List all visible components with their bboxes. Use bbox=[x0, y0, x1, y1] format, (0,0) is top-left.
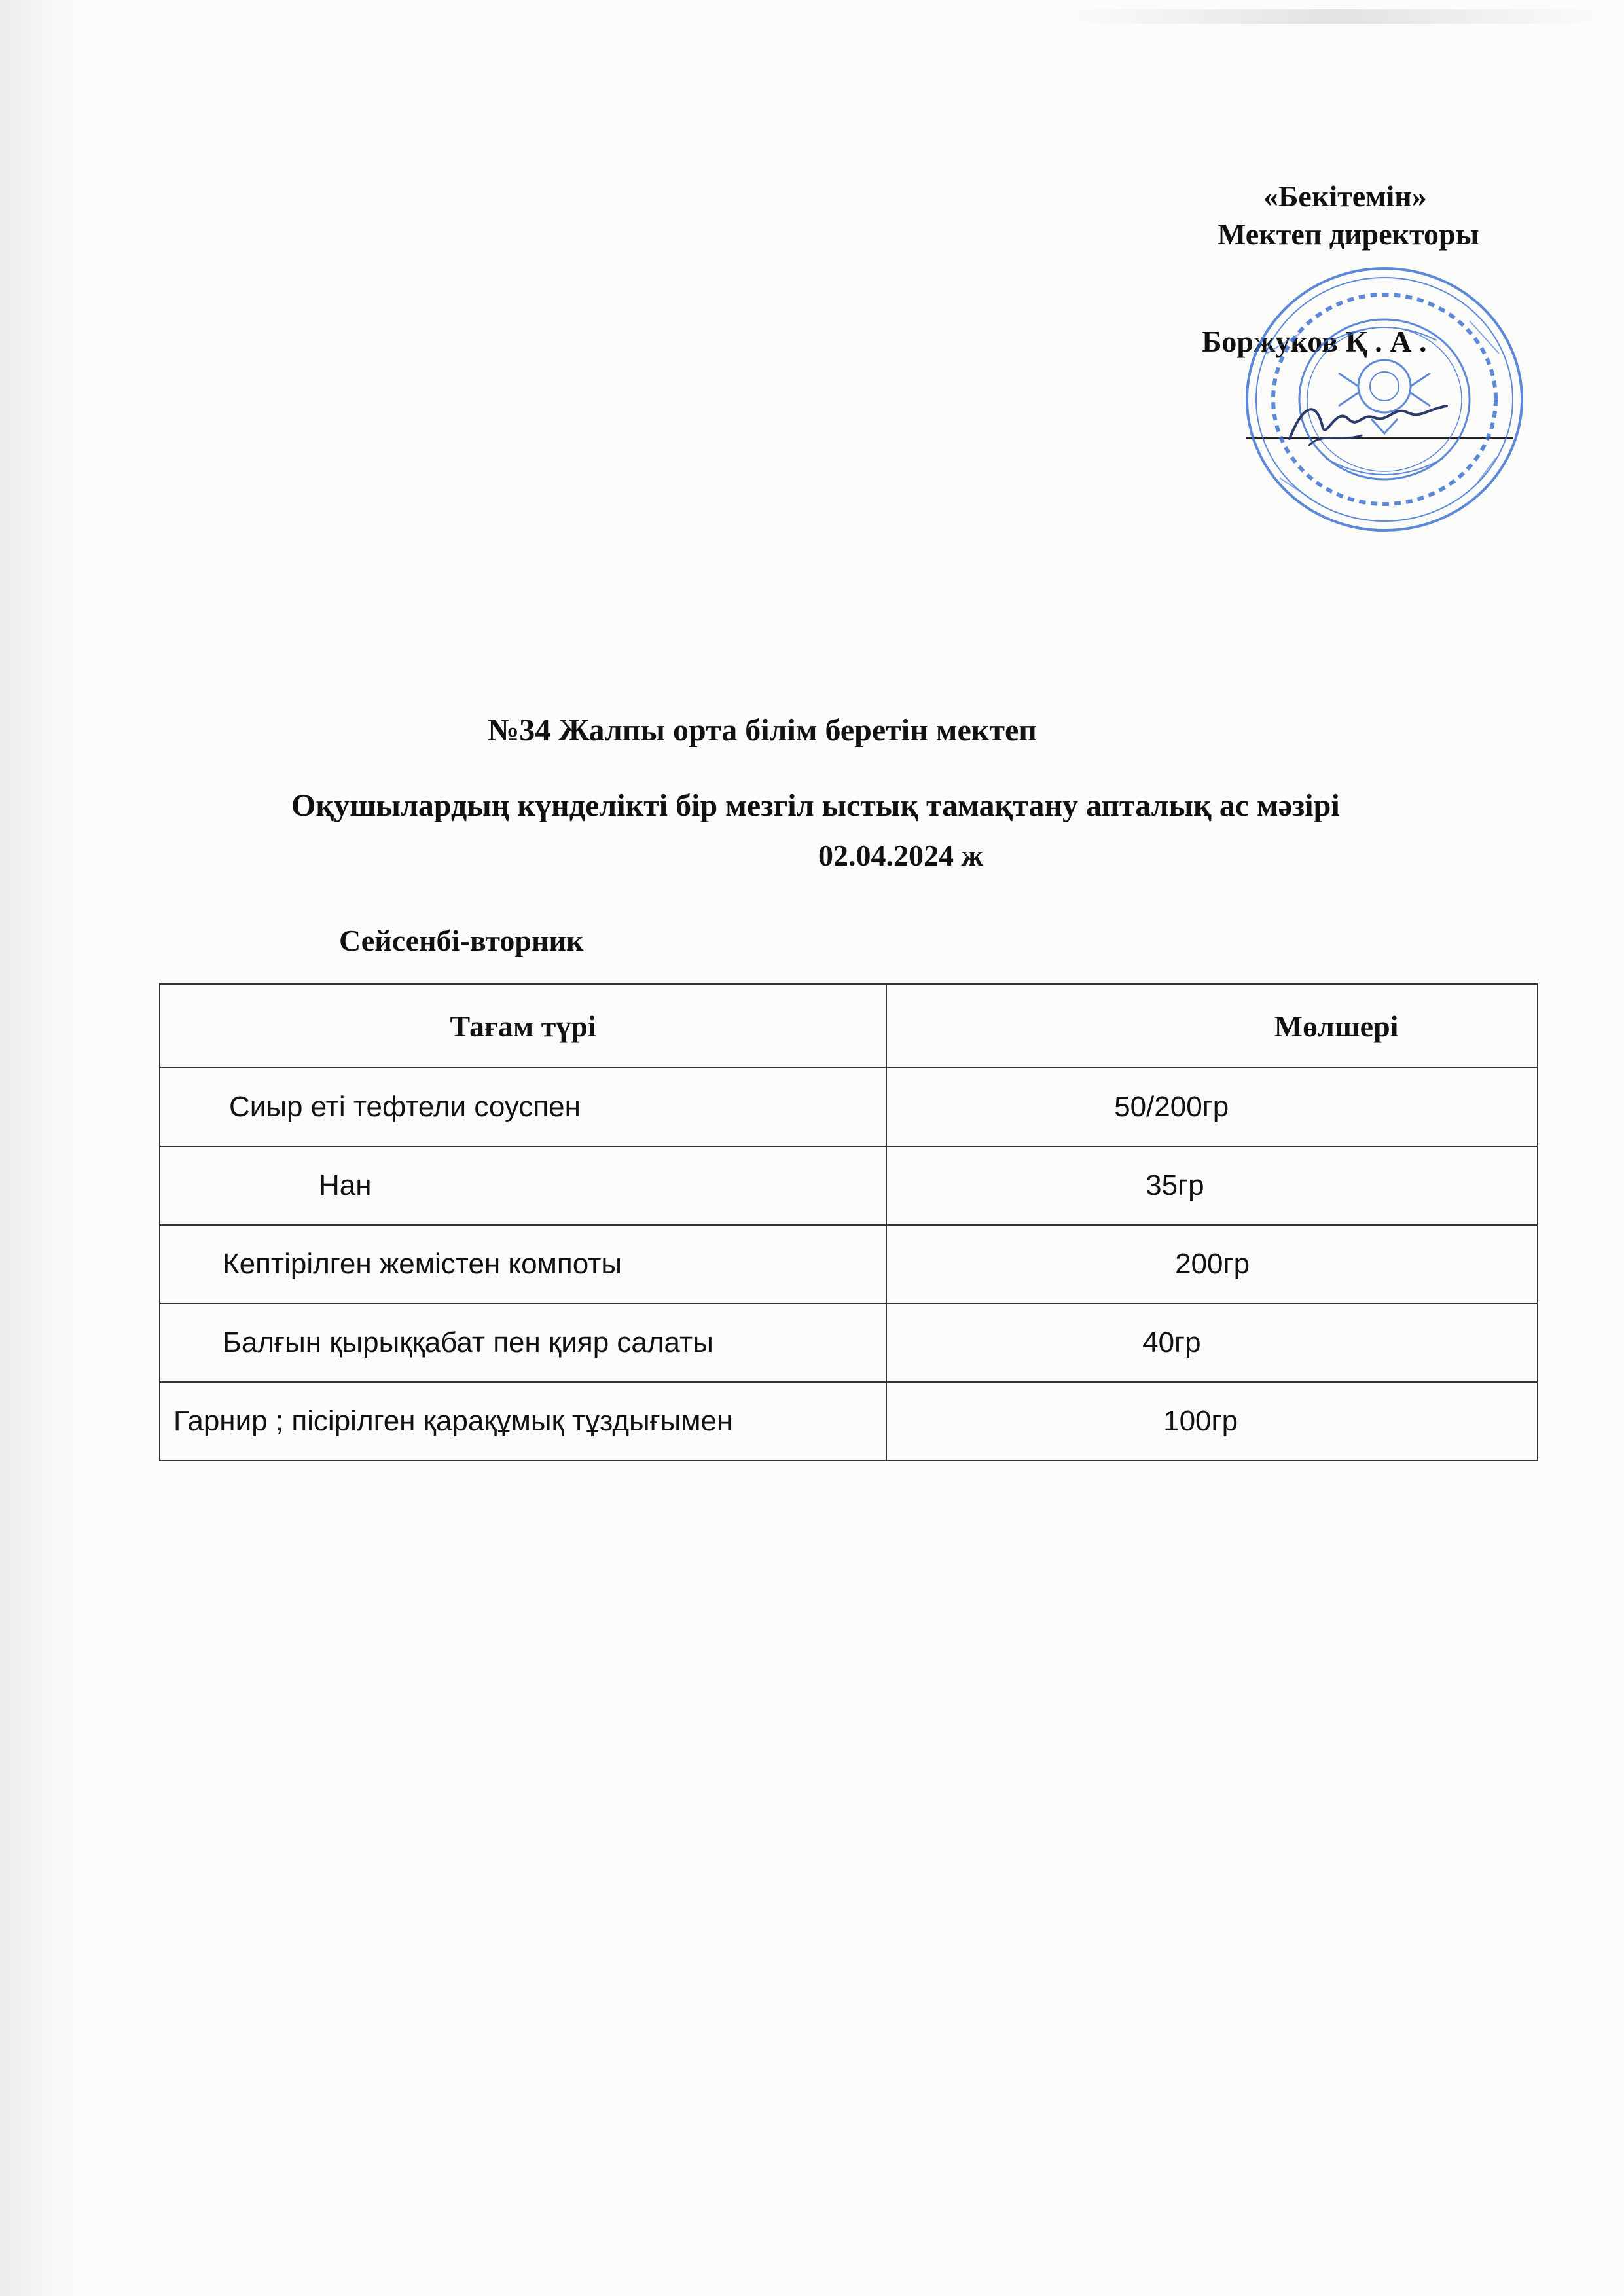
dish-name: Балғын қырыққабат пен қияр салаты bbox=[223, 1326, 713, 1358]
approval-position: Мектеп директоры bbox=[1218, 217, 1479, 251]
director-name: Боржуков Қ . А . bbox=[1202, 325, 1427, 358]
table-row bbox=[160, 1068, 1538, 1146]
dish-quantity: 200гр bbox=[1175, 1248, 1250, 1280]
day-label: Сейсенбі-вторник bbox=[339, 924, 584, 957]
table-header-row bbox=[160, 984, 1538, 1068]
quantity-cell bbox=[886, 1303, 1538, 1382]
dish-name: Сиыр еті тефтели соуспен bbox=[229, 1091, 581, 1123]
menu-table bbox=[159, 983, 1538, 1461]
column-header-quantity-label: Мөлшері bbox=[1274, 1009, 1399, 1043]
column-header-quantity bbox=[886, 984, 1538, 1068]
table-row bbox=[160, 1382, 1538, 1461]
approval-title: «Бекітемін» bbox=[1263, 179, 1427, 213]
scan-shadow bbox=[0, 0, 79, 2296]
scan-artifact bbox=[1074, 9, 1597, 24]
menu-date: 02.04.2024 ж bbox=[818, 839, 983, 872]
quantity-cell bbox=[886, 1225, 1538, 1303]
table-row bbox=[160, 1303, 1538, 1382]
table-row bbox=[160, 1146, 1538, 1225]
quantity-cell bbox=[886, 1146, 1538, 1225]
dish-quantity: 100гр bbox=[1163, 1405, 1238, 1437]
table-row bbox=[160, 1225, 1538, 1303]
dish-name: Нан bbox=[319, 1169, 372, 1201]
quantity-cell bbox=[886, 1068, 1538, 1146]
dish-cell bbox=[160, 1146, 886, 1225]
dish-cell bbox=[160, 1225, 886, 1303]
dish-cell bbox=[160, 1382, 886, 1461]
dish-cell bbox=[160, 1068, 886, 1146]
dish-quantity: 35гр bbox=[1146, 1169, 1204, 1201]
signature-icon bbox=[1283, 380, 1453, 458]
dish-cell bbox=[160, 1303, 886, 1382]
quantity-cell bbox=[886, 1382, 1538, 1461]
dish-name: Кептірілген жемістен компоты bbox=[223, 1248, 623, 1280]
dish-name: Гарнир ; пісірілген қарақұмық тұздығымен bbox=[173, 1405, 733, 1437]
column-header-dish: Тағам түрі bbox=[160, 984, 886, 1068]
dish-quantity: 50/200гр bbox=[1114, 1091, 1229, 1123]
dish-quantity: 40гр bbox=[1142, 1326, 1201, 1358]
school-title: №34 Жалпы орта білім беретін мектеп bbox=[488, 713, 1037, 748]
menu-title: Оқушылардың күнделікті бір мезгіл ыстық тамақтану апталық ас мәзірі bbox=[291, 788, 1340, 823]
